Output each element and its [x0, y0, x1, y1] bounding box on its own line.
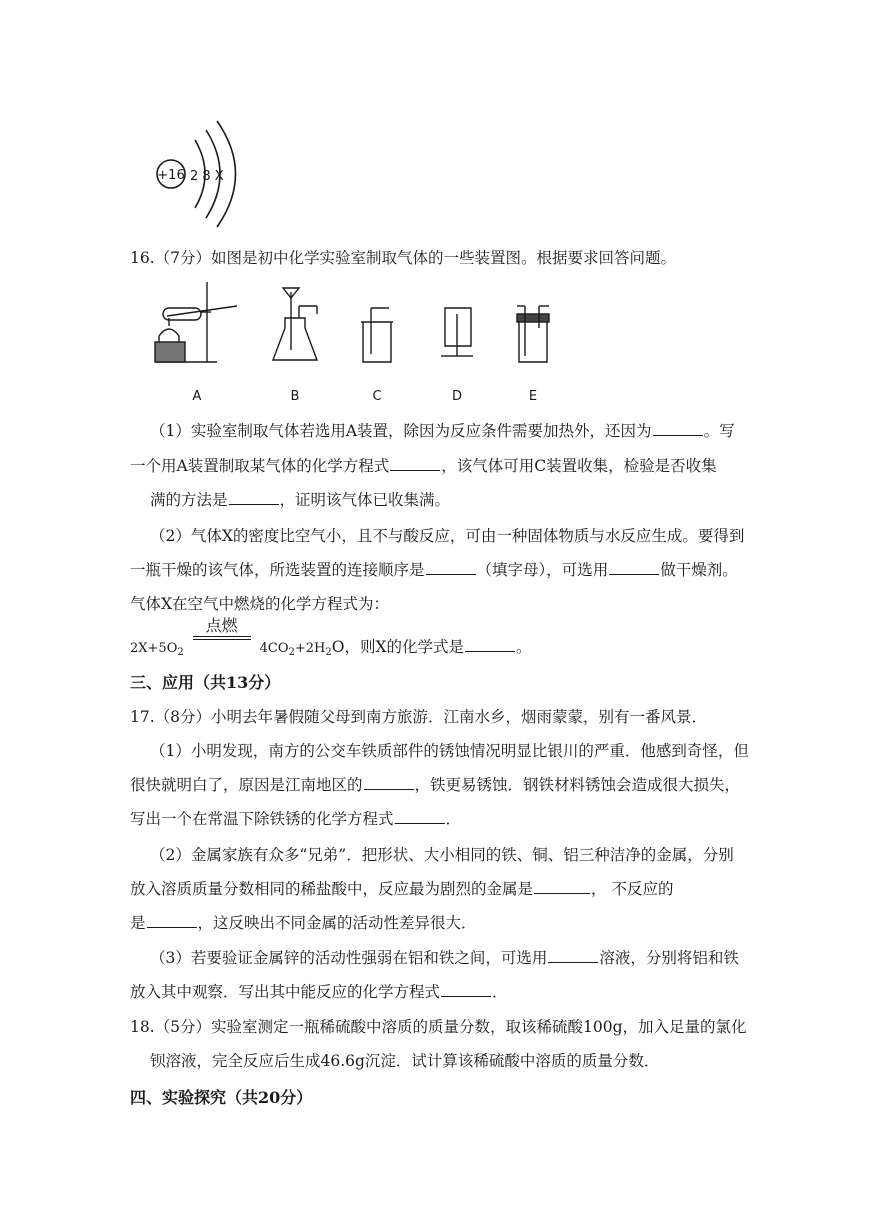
apparatus-d — [441, 308, 473, 356]
q16-p2-line2: 一瓶干燥的该气体，所选装置的连接顺序是 （填字母），可选用 做干燥剂。 — [130, 561, 738, 579]
answer-blank[interactable] — [609, 560, 659, 575]
q17-p2-line1: （2）金属家族有众多“兄弟”．把形状、大小相同的铁、铜、铝三种洁净的金属，分别 — [150, 846, 734, 864]
q16-p1-line2: 一个用A装置制取某气体的化学方程式 ，该气体可用C装置收集，检验是否收集 — [130, 457, 717, 475]
q17-p2-line2: 放入溶质质量分数相同的稀盐酸中，反应最为剧烈的金属是 ， 不反应的 — [130, 880, 674, 898]
q16-title: 16.（7分）如图是初中化学实验室制取气体的一些装置图。根据要求回答问题。 — [130, 249, 677, 267]
answer-blank[interactable] — [548, 948, 598, 963]
lab-apparatus-diagram — [145, 278, 565, 408]
answer-blank[interactable] — [534, 879, 590, 894]
apparatus-label-d: D — [451, 389, 463, 404]
reaction-condition: 点燃 — [193, 632, 251, 652]
section3-heading: 三、应用（共13分） — [130, 673, 281, 692]
apparatus-b — [273, 288, 317, 360]
q16-p2-line1: （2）气体X的密度比空气小，且不与酸反应，可由一种固体物质与水反应生成。要得到 — [150, 527, 745, 545]
q17-p1-line1: （1）小明发现，南方的公交车铁质部件的锈蚀情况明显比银川的严重．他感到奇怪，但 — [150, 742, 749, 760]
q17-p3-line2: 放入其中观察．写出其中能反应的化学方程式 ． — [130, 983, 508, 1001]
answer-blank[interactable] — [229, 490, 279, 505]
apparatus-a — [155, 282, 237, 362]
q17-p2-line3: 是 ，这反映出不同金属的活动性差异很大． — [130, 914, 477, 932]
apparatus-e — [517, 306, 549, 362]
atom-structure-diagram — [150, 118, 260, 230]
q17-p1-line2: 很快就明白了，原因是江南地区的 ，铁更易锈蚀．钢铁材料锈蚀会造成很大损失， — [130, 776, 741, 794]
q17-p1-line3: 写出一个在常温下除铁锈的化学方程式 ． — [130, 810, 462, 828]
q16-p1-line1: （1）实验室制取气体若选用A装置，除因为反应条件需要加热外，还因为 。写 — [150, 422, 735, 440]
answer-blank[interactable] — [426, 560, 476, 575]
nucleus-charge: +16 — [157, 168, 185, 183]
answer-blank[interactable] — [390, 456, 440, 471]
apparatus-label-c: C — [372, 389, 382, 404]
answer-blank[interactable] — [364, 775, 414, 790]
q17-title: 17.（8分）小明去年暑假随父母到南方旅游．江南水乡，烟雨蒙蒙，别有一番风景． — [130, 708, 708, 726]
q18-line1: 18.（5分）实验室测定一瓶稀硫酸中溶质的质量分数，取该稀硫酸100g，加入足量的氯化 — [130, 1018, 747, 1036]
answer-blank[interactable] — [395, 809, 445, 824]
apparatus-label-a: A — [192, 389, 202, 404]
combustion-equation: $2X+5O_2$ 点燃 $4CO_2+2H_2O$，则X的化学式是 。 — [130, 616, 532, 658]
q16-p2-line3: 气体X在空气中燃烧的化学方程式为： — [130, 595, 390, 613]
electron-counts: 2 8 X — [190, 169, 224, 184]
answer-blank[interactable] — [441, 982, 491, 997]
apparatus-label-e: E — [528, 389, 538, 404]
q18-line2: 钡溶液，完全反应后生成46.6g沉淀．试计算该稀硫酸中溶质的质量分数． — [150, 1052, 660, 1070]
answer-blank[interactable] — [465, 637, 515, 652]
answer-blank[interactable] — [147, 913, 197, 928]
q17-p3-line1: （3）若要验证金属锌的活动性强弱在铝和铁之间，可选用 溶液，分别将铝和铁 — [150, 949, 739, 967]
answer-blank[interactable] — [653, 421, 703, 436]
apparatus-c — [361, 308, 393, 362]
q16-p1-line3: 满的方法是 ，证明该气体已收集满。 — [150, 491, 451, 509]
section4-heading: 四、实验探究（共20分） — [130, 1088, 313, 1107]
apparatus-label-b: B — [290, 389, 300, 404]
